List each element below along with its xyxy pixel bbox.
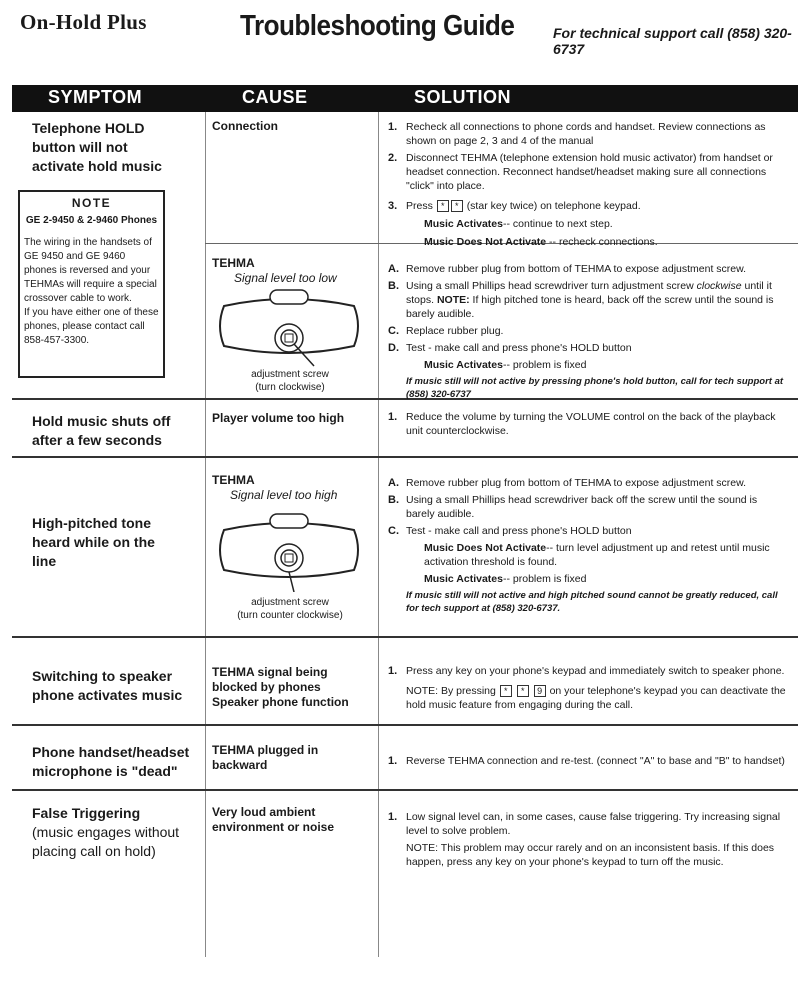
row-divider [12,789,798,791]
symptom-hold-button: Telephone HOLD button will not activate hold music [32,120,162,174]
result-text: -- problem is fixed [502,359,587,371]
solution-volume [388,410,788,441]
cause-volume-high: Player volume too high [212,411,345,425]
step-number: B. [388,280,399,292]
step-text: NOTE: This problem may occur rarely and on an inconsistent basis. If this does happen, press any key on your phone's keypad to turn off the music. [406,842,775,868]
caption-line: (turn counter clockwise) [237,610,343,621]
step-text: until it stops. [406,280,772,306]
symptom-high-pitched-tone: High-pitched tone heard while on the line [32,515,155,569]
cause-subtitle: Signal level too low [234,271,337,285]
tehma-device-icon [214,512,364,592]
step-number: B. [388,494,399,506]
star-key-icon: * [500,685,512,697]
device-caption [210,368,370,394]
support-phone: For technical support call (858) 320-6737 [553,25,792,57]
step-number: 1. [388,811,398,823]
solution-speaker [388,664,788,715]
step-number: A. [388,263,399,275]
tech-support-note: If music still will not active by pressing phone's hold button, call for tech support at (858) 320-6737 [406,376,784,400]
step-text: (star key twice) on telephone keypad. [466,200,641,212]
row-divider [12,724,798,726]
cause-plugged-backward: TEHMA plugged in backward [212,743,319,772]
step-number: C. [388,525,399,537]
solution-tehma-high [388,476,788,615]
brand-logo: On-Hold Plus [20,10,147,34]
step-emphasis: clockwise [696,280,742,292]
step-number: 1. [388,121,398,133]
tech-support-note: If music still will not active and high pitched sound cannot be greatly reduced, call for tech support at (858) 320-6737. [406,590,778,614]
step-text: Replace rubber plug. [406,325,504,337]
device-caption [210,596,370,622]
cause-header: CAUSE [242,87,308,107]
solution-false-trigger [388,810,788,872]
column-divider [205,112,206,957]
cause-title: TEHMA [212,473,255,487]
note-title: NOTE [71,196,112,210]
step-text: Press any key on your phone's keypad and immediately switch to speaker phone. [406,665,785,677]
step-number: 2. [388,152,398,164]
solution-connection [388,120,788,252]
cause-subtitle: Signal level too high [230,488,338,502]
result-label: Music Activates [424,218,503,230]
solution-header: SOLUTION [414,87,511,107]
step-number: 1. [388,411,398,423]
step-text: Using a small Phillips head screwdriver turn adjustment screw [406,280,697,292]
result-label: Music Activates [424,359,503,371]
note-body: The wiring in the handsets of GE 9450 and GE 9460 phones is reversed and your TEHMAs will require a special crossover cable to work. [24,237,157,304]
symptom-speaker-phone: Switching to speaker phone activates music [32,668,183,703]
row-divider [12,636,798,638]
step-text: Recheck all connections to phone cords and handset. Review connections as shown on page 2, 3 and 4 of the manual [406,121,766,147]
step-text: Reduce the volume by turning the VOLUME control on the back of the playback unit counterclockwise. [406,411,776,437]
star-key-icon: * [451,200,463,212]
symptom-title: False Triggering [32,805,141,821]
note-box [18,190,165,378]
cause-title: TEHMA [212,256,255,270]
step-number: 1. [388,755,398,767]
solution-tehma-low [388,262,788,401]
step-text: Test - make call and press phone's HOLD button [406,525,632,537]
symptom-subtitle: (music engages without placing call on hold) [32,824,180,859]
step-text: Using a small Phillips head screwdriver back off the screw until the sound is barely audible. [406,494,758,520]
cause-connection: Connection [212,119,278,133]
cause-loud-environment: Very loud ambient environment or noise [212,805,335,834]
result-label: Music Does Not Activate [424,542,547,554]
page-title: Troubleshooting Guide [240,10,515,42]
row-divider [12,456,798,458]
step-number: 1. [388,665,398,677]
step-number: A. [388,477,399,489]
star-key-icon: * [517,685,529,697]
symptom-header: SYMPTOM [48,87,143,107]
result-text: -- turn level adjustment up and retest until music activation threshold is found. [424,542,770,568]
step-number: C. [388,325,399,337]
step-text: Remove rubber plug from bottom of TEHMA to expose adjustment screw. [406,263,747,275]
step-text: Low signal level can, in some cases, cause false triggering. Try increasing signal level to solve problem. [406,811,781,837]
symptom-music-shuts-off: Hold music shuts off after a few seconds [32,413,171,448]
solution-reverse [388,754,788,771]
step-text: Press [406,200,433,212]
caption-line: adjustment screw [251,369,329,380]
note-body: If you have either one of these phones, please contact call 858-457-3300. [24,307,159,346]
nine-key-icon: 9 [534,685,546,697]
cause-speaker-blocked: TEHMA signal being blocked by phones Speaker phone function [212,665,349,709]
result-label: Music Does Not Activate [424,236,547,248]
caption-line: (turn clockwise) [255,382,325,393]
step-note-label: NOTE: [436,294,470,306]
step-text: Test - make call and press phone's HOLD button [406,342,632,354]
step-text: Remove rubber plug from bottom of TEHMA to expose adjustment screw. [406,477,747,489]
cause-tehma-high [212,473,337,503]
step-text: NOTE: By pressing [406,685,496,697]
caption-line: adjustment screw [251,597,329,608]
result-text: -- continue to next step. [502,218,613,230]
step-number: 3. [388,200,398,212]
result-text: -- recheck connections. [546,236,658,248]
symptom-microphone-dead: Phone handset/headset microphone is "dead" [32,744,190,779]
step-text: Disconnect TEHMA (telephone extension hold music activator) from handset or headset connection. Reconnect handset/headset making sure all connections "click" into place. [406,152,773,192]
tehma-device-icon [214,288,364,368]
star-key-icon: * [437,200,449,212]
step-text: Reverse TEHMA connection and re-test. (connect "A" to base and "B" to handset) [406,755,785,767]
step-text: If high pitched tone is heard, back off the screw until the sound is barely audible. [406,294,774,320]
cause-tehma-low [212,256,337,286]
symptom-false-triggering [32,804,192,861]
column-divider [378,112,379,957]
result-text: -- problem is fixed [502,573,587,585]
column-header-bar [12,85,798,112]
step-number: D. [388,342,399,354]
step-text: on your telephone's keypad you can deactivate the hold music feature from engaging during the call. [406,685,786,711]
note-subtitle: GE 2-9450 & 2-9460 Phones [25,215,158,226]
result-label: Music Activates [424,573,503,585]
